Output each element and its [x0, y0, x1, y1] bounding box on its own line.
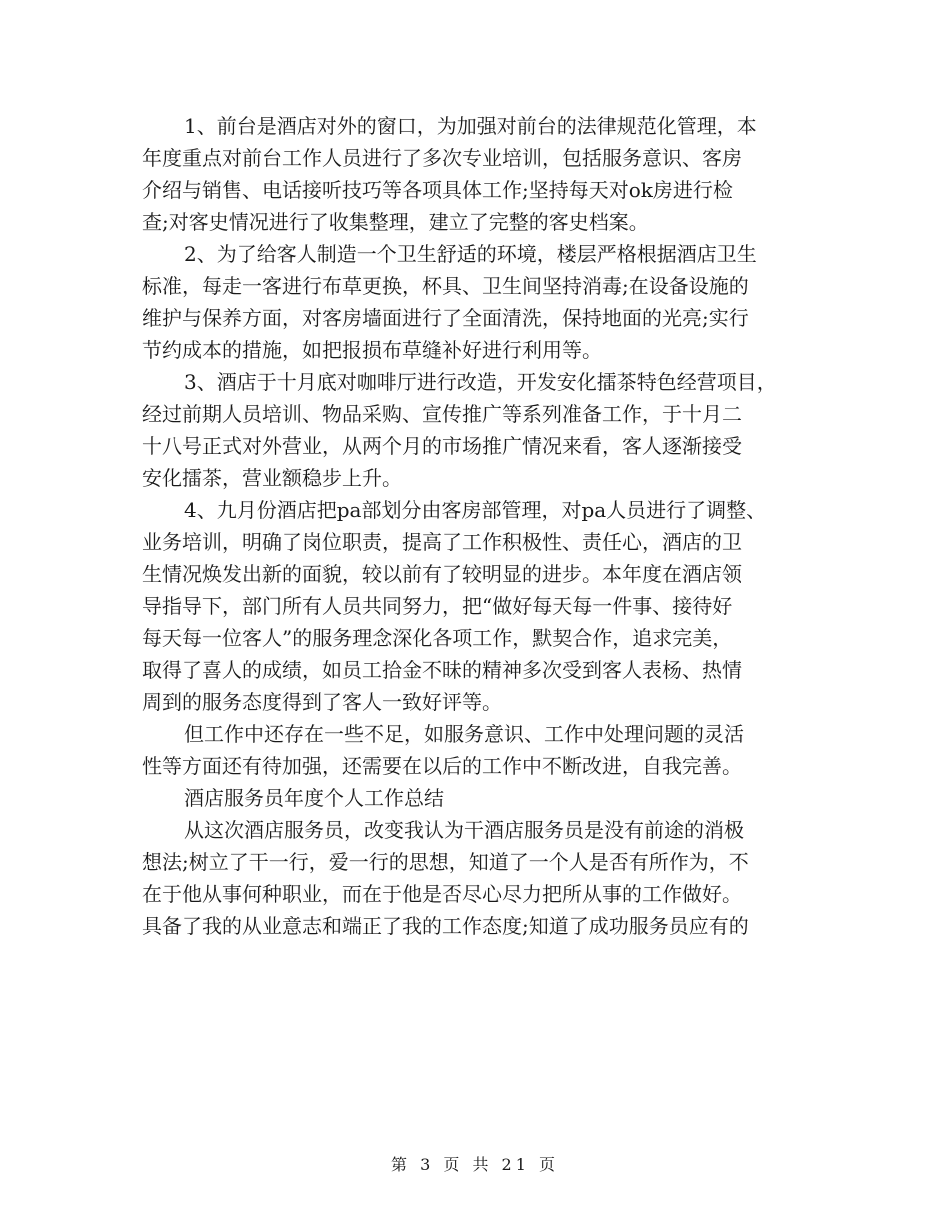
- text-line: 4、九月份酒店把pa部划分由客房部管理，对pa人员进行了调整、: [184, 498, 767, 522]
- text-line: 2、为了给客人制造一个卫生舒适的环境，楼层严格根据酒店卫生: [184, 242, 757, 266]
- text-line: 年度重点对前台工作人员进行了多次专业培训，包括服务意识、客房: [142, 146, 742, 170]
- paragraph-personal-summary: [142, 814, 832, 942]
- text-line: 介绍与销售、电话接听技巧等各项具体工作;坚持每天对ok房进行检: [142, 178, 733, 202]
- text-line: 查;对客史情况进行了收集整理，建立了完整的客史档案。: [142, 210, 649, 234]
- heading-line: 酒店服务员年度个人工作总结: [184, 786, 444, 810]
- text-line: 具备了我的从业意志和端正了我的工作态度;知道了成功服务员应有的: [142, 914, 749, 938]
- text-line: 节约成本的措施，如把报损布草缝补好进行利用等。: [142, 338, 602, 362]
- paragraph-housekeeping: [142, 238, 832, 366]
- text-line: 生情况焕发出新的面貌，较以前有了较明显的进步。本年度在酒店领: [142, 562, 742, 586]
- paragraph-pa-department: [142, 494, 832, 718]
- text-line: 在于他从事何种职业，而在于他是否尽心尽力把所从事的工作做好。: [142, 882, 742, 906]
- text-line: 安化擂茶，营业额稳步上升。: [142, 466, 402, 490]
- text-line: 每天每一位客人”的服务理念深化各项工作，默契合作，追求完美，: [142, 626, 733, 650]
- text-line: 维护与保养方面，对客房墙面进行了全面清洗，保持地面的光亮;实行: [142, 306, 749, 330]
- text-line: 1、前台是酒店对外的窗口，为加强对前台的法律规范化管理，本: [184, 114, 757, 138]
- text-line: 标准，每走一客进行布草更换，杯具、卫生间坚持消毒;在设备设施的: [142, 274, 749, 298]
- text-line: 周到的服务态度得到了客人一致好评等。: [142, 690, 502, 714]
- text-line: 从这次酒店服务员，改变我认为干酒店服务员是没有前途的消极: [184, 818, 744, 842]
- paragraph-cafe-renovation: [142, 366, 832, 494]
- text-line: 3、酒店于十月底对咖啡厅进行改造，开发安化擂茶特色经营项目，: [184, 370, 777, 394]
- section-heading: [142, 782, 832, 814]
- text-line: 经过前期人员培训、物品采购、宣传推广等系列准备工作，于十月二: [142, 402, 742, 426]
- page-number-footer: 第 3 页 共 21 页: [391, 1155, 559, 1174]
- document-body: [142, 110, 832, 942]
- text-line: 业务培训，明确了岗位职责，提高了工作积极性、责任心，酒店的卫: [142, 530, 742, 554]
- text-line: 想法;树立了干一行，爱一行的思想，知道了一个人是否有所作为，不: [142, 850, 749, 874]
- text-line: 但工作中还存在一些不足，如服务意识、工作中处理问题的灵活: [184, 722, 744, 746]
- paragraph-shortcomings: [142, 718, 832, 782]
- text-line: 导指导下，部门所有人员共同努力，把“做好每天每一件事、接待好: [142, 594, 733, 618]
- text-line: 取得了喜人的成绩，如员工拾金不昧的精神多次受到客人表杨、热情: [142, 658, 742, 682]
- paragraph-front-desk: [142, 110, 832, 238]
- text-line: 性等方面还有待加强，还需要在以后的工作中不断改进，自我完善。: [142, 754, 742, 778]
- text-line: 十八号正式对外营业，从两个月的市场推广情况来看，客人逐渐接受: [142, 434, 742, 458]
